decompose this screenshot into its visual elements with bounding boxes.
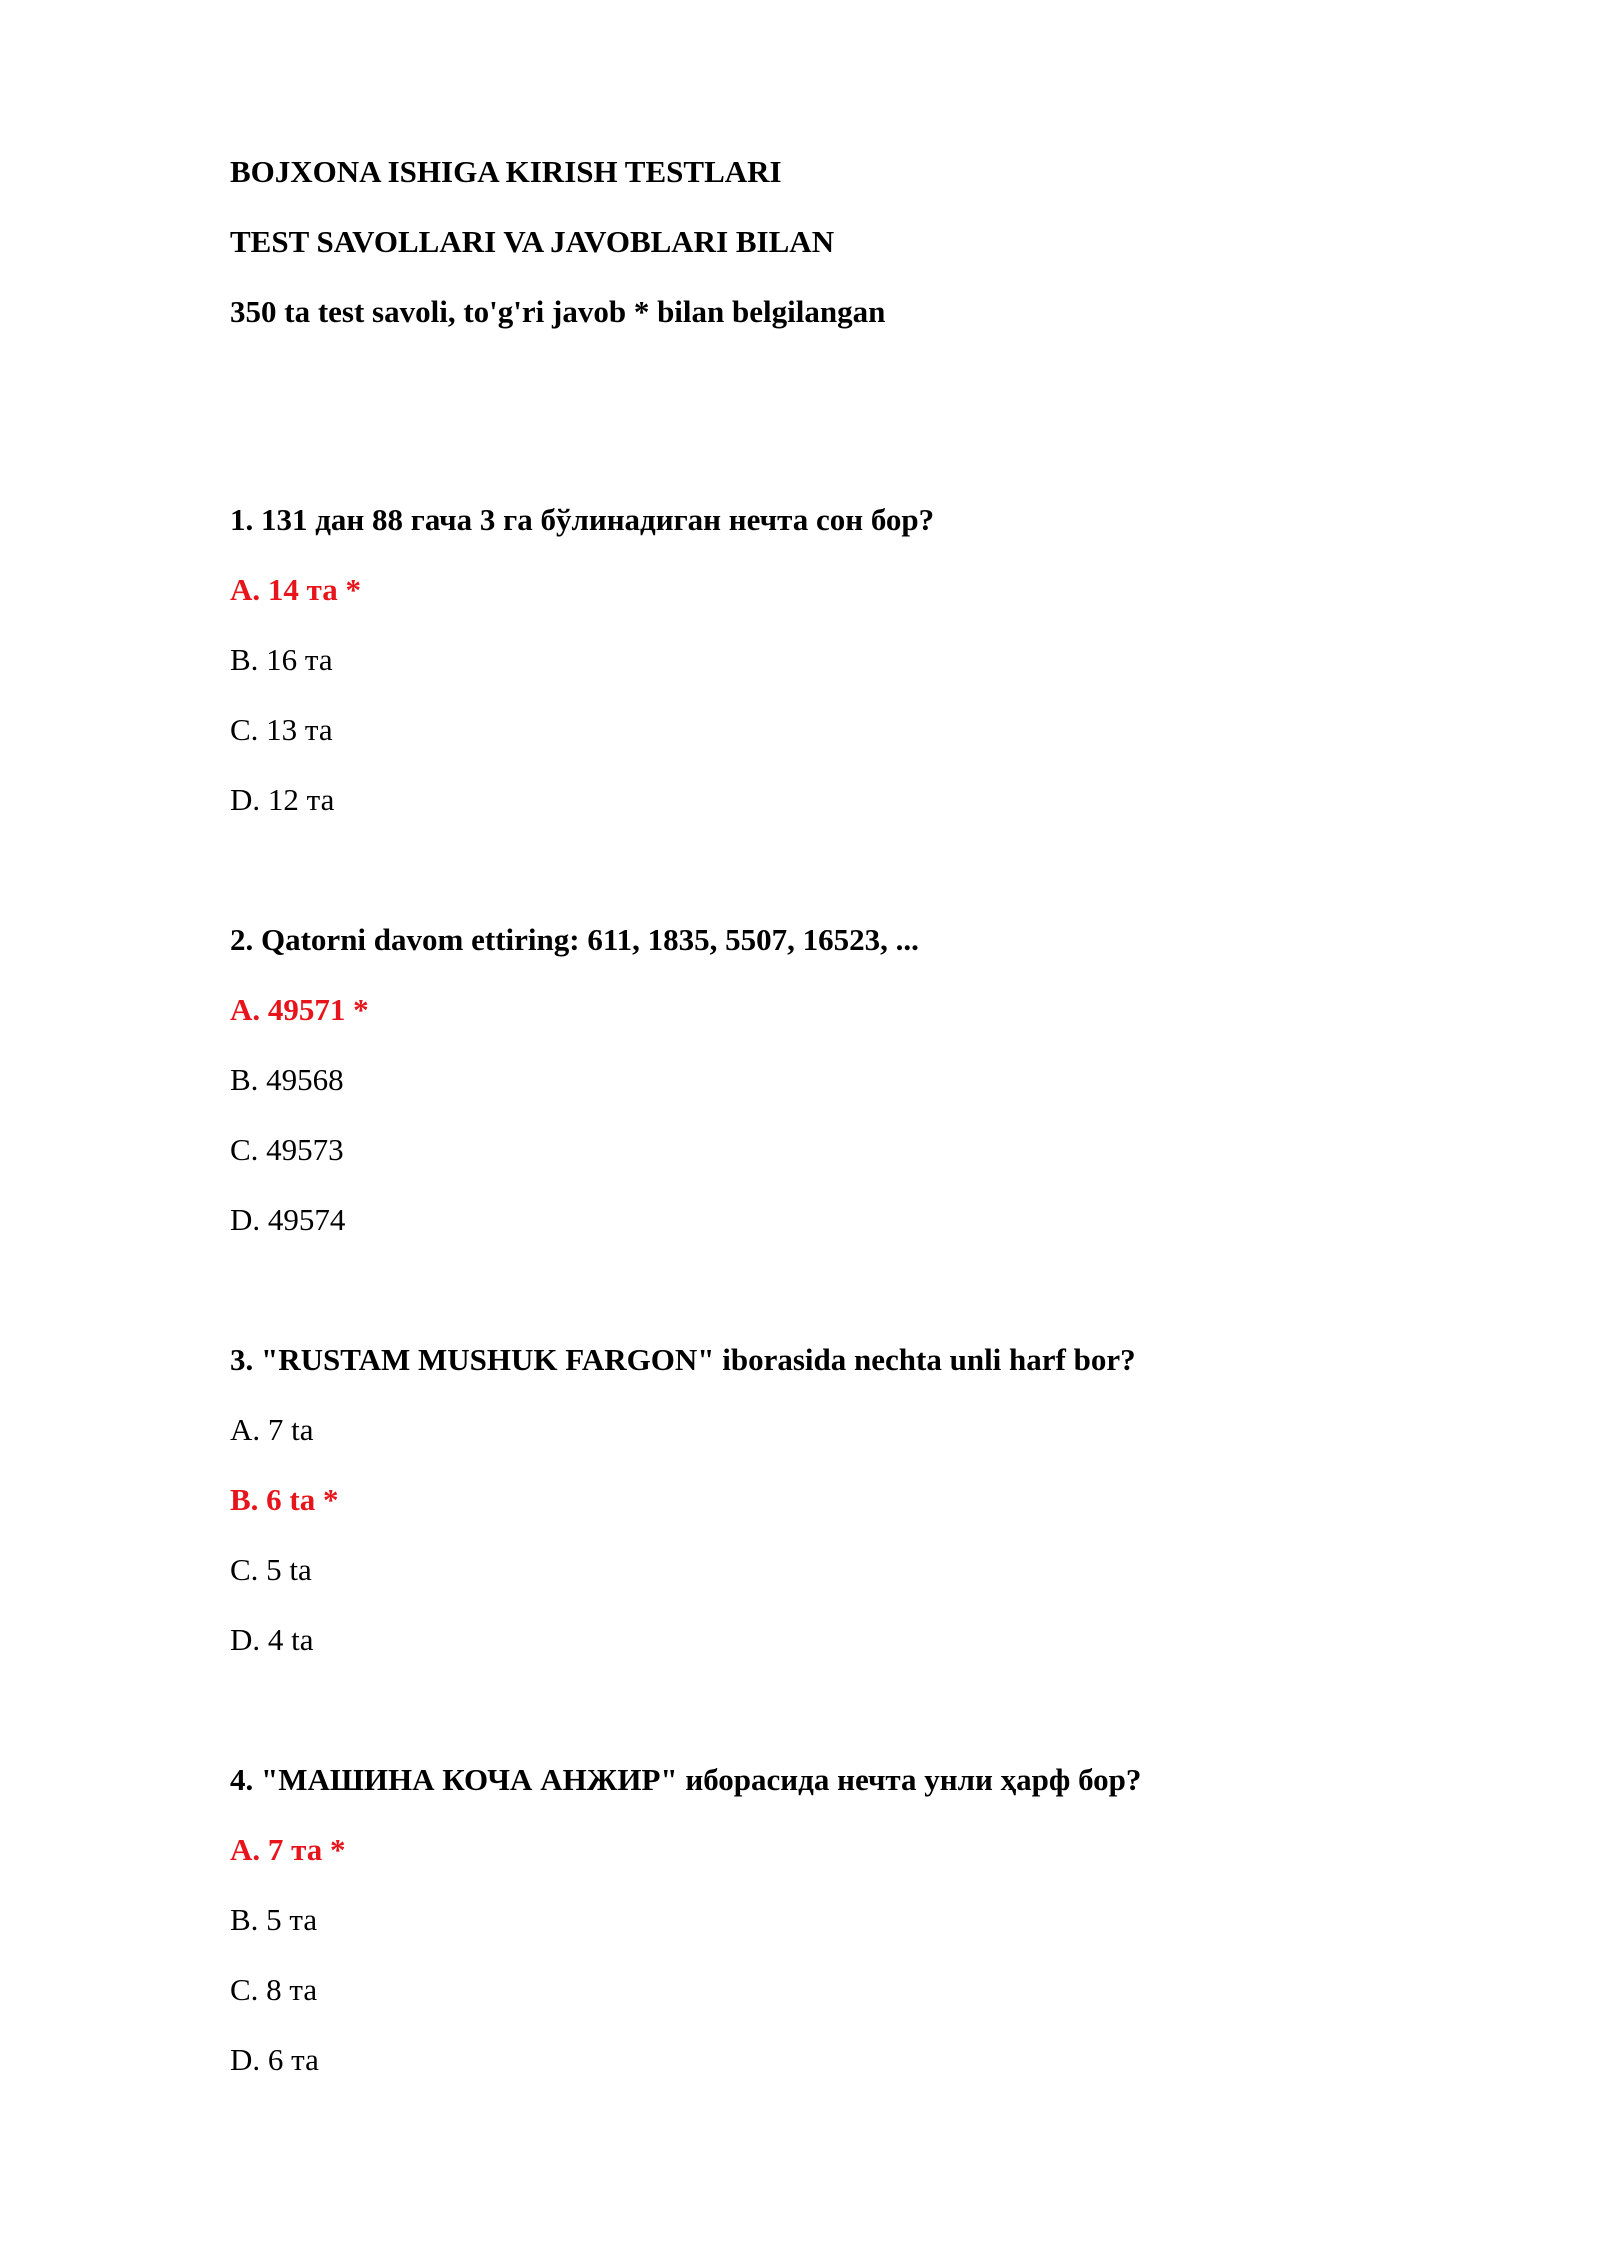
question-3-option-a: A. 7 ta bbox=[230, 1412, 314, 1447]
question-3-option-d: D. 4 ta bbox=[230, 1622, 314, 1657]
question-3-text: 3. "RUSTAM MUSHUK FARGON" iborasida nechta unli harf bor? bbox=[230, 1342, 1136, 1377]
question-1-option-d: D. 12 та bbox=[230, 782, 335, 817]
question-2-option-d: D. 49574 bbox=[230, 1202, 346, 1237]
question-3-option-b: B. 6 ta * bbox=[230, 1482, 339, 1517]
question-2-option-a: A. 49571 * bbox=[230, 992, 369, 1027]
question-1-option-b: B. 16 та bbox=[230, 642, 333, 677]
question-2-text: 2. Qatorni davom ettiring: 611, 1835, 5507, 16523, ... bbox=[230, 922, 919, 957]
document-subtitle: TEST SAVOLLARI VA JAVOBLARI BILAN bbox=[230, 224, 835, 259]
question-4-option-c: C. 8 та bbox=[230, 1972, 318, 2007]
question-1-option-a: A. 14 та * bbox=[230, 572, 361, 607]
document-title: BOJXONA ISHIGA KIRISH TESTLARI bbox=[230, 154, 782, 189]
question-3-option-c: C. 5 ta bbox=[230, 1552, 312, 1587]
question-1-option-c: C. 13 та bbox=[230, 712, 333, 747]
question-2-option-b: B. 49568 bbox=[230, 1062, 344, 1097]
question-4-option-a: A. 7 та * bbox=[230, 1832, 346, 1867]
question-4-option-b: B. 5 та bbox=[230, 1902, 318, 1937]
question-2-option-c: C. 49573 bbox=[230, 1132, 344, 1167]
question-4-text: 4. "МАШИНА КОЧА АНЖИР" иборасида нечта унли ҳарф бор? bbox=[230, 1762, 1142, 1797]
question-1-text: 1. 131 дан 88 гача 3 га бўлинадиган нечта сон бор? bbox=[230, 502, 935, 537]
document-note: 350 ta test savoli, to'g'ri javob * bilan belgilangan bbox=[230, 294, 886, 329]
question-4-option-d: D. 6 та bbox=[230, 2042, 319, 2077]
